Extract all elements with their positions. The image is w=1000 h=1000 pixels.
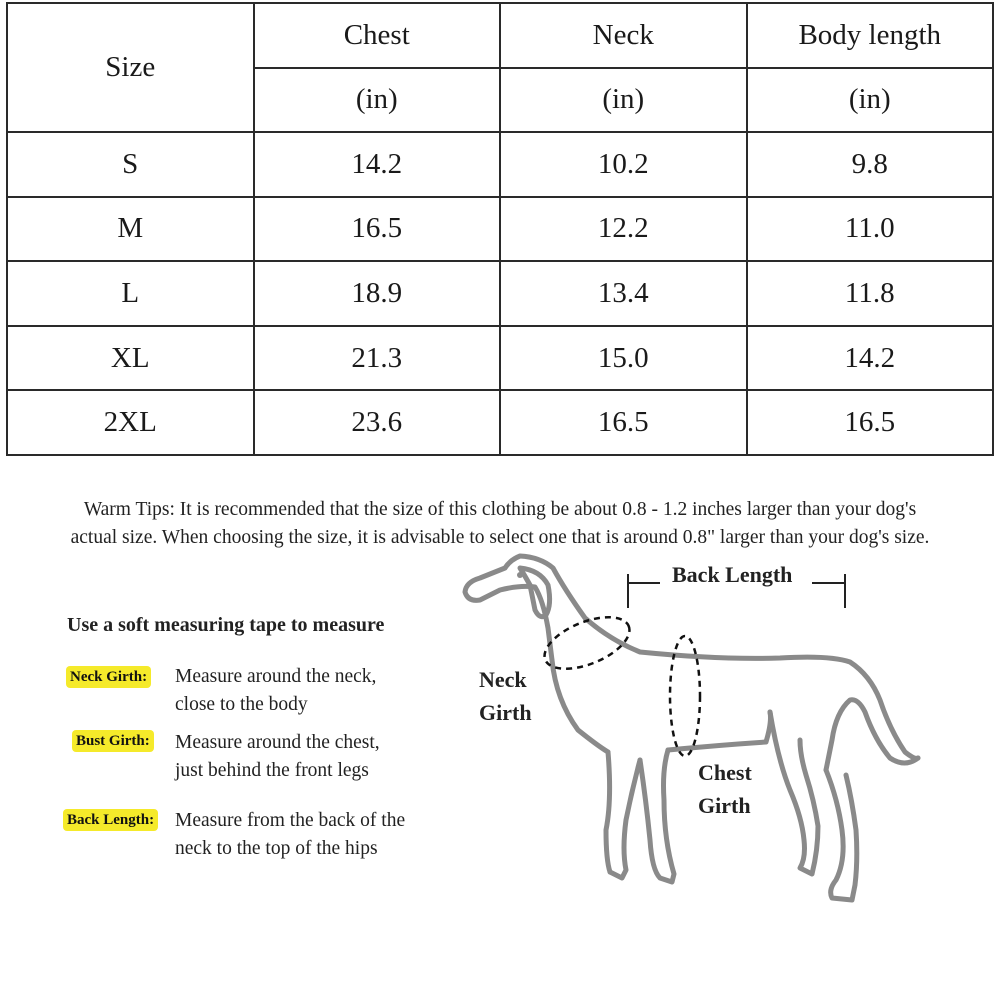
header-chest: Chest [254, 3, 501, 68]
neck-girth-diagram-label: Neck Girth [479, 667, 532, 725]
warm-tips-line-2: actual size. When choosing the size, it is advisable to select one that is around 0.8" larger than your dog's size. [70, 527, 930, 548]
cell-chest: 16.5 [254, 197, 501, 262]
neck-girth-label: Neck Girth: [66, 666, 151, 688]
bust-girth-description: Measure around the chest, just behind the front legs [175, 732, 380, 781]
header-neck: Neck [500, 3, 747, 68]
cell-chest: 14.2 [254, 132, 501, 197]
cell-chest: 23.6 [254, 390, 501, 455]
unit-body-length: (in) [747, 68, 994, 133]
cell-chest: 21.3 [254, 326, 501, 391]
cell-body-length: 16.5 [747, 390, 994, 455]
cell-body-length: 14.2 [747, 326, 994, 391]
warm-tips-line-1: Warm Tips: It is recommended that the size of this clothing be about 0.8 - 1.2 inches larger than your dog's [83, 499, 917, 520]
cell-neck: 13.4 [500, 261, 747, 326]
back-length-label: Back Length: [63, 809, 158, 831]
back-length-description: Measure from the back of the neck to the top of the hips [175, 810, 406, 859]
cell-neck: 10.2 [500, 132, 747, 197]
bust-girth-label: Bust Girth: [72, 730, 154, 752]
cell-size: L [7, 261, 254, 326]
cell-size: M [7, 197, 254, 262]
header-size: Size [7, 3, 254, 132]
unit-neck: (in) [500, 68, 747, 133]
back-length-diagram-label: Back Length [672, 562, 793, 587]
cell-neck: 16.5 [500, 390, 747, 455]
cell-size: XL [7, 326, 254, 391]
cell-body-length: 11.0 [747, 197, 994, 262]
dog-outline-icon [465, 556, 918, 900]
chest-girth-diagram-label: Chest Girth [698, 760, 752, 818]
cell-body-length: 11.8 [747, 261, 994, 326]
header-body-length: Body length [747, 3, 994, 68]
measure-guide-title: Use a soft measuring tape to measure [67, 614, 385, 636]
unit-chest: (in) [254, 68, 501, 133]
cell-body-length: 9.8 [747, 132, 994, 197]
cell-neck: 15.0 [500, 326, 747, 391]
cell-neck: 12.2 [500, 197, 747, 262]
cell-size: S [7, 132, 254, 197]
cell-chest: 18.9 [254, 261, 501, 326]
cell-size: 2XL [7, 390, 254, 455]
neck-girth-description: Measure around the neck, close to the body [175, 666, 377, 715]
